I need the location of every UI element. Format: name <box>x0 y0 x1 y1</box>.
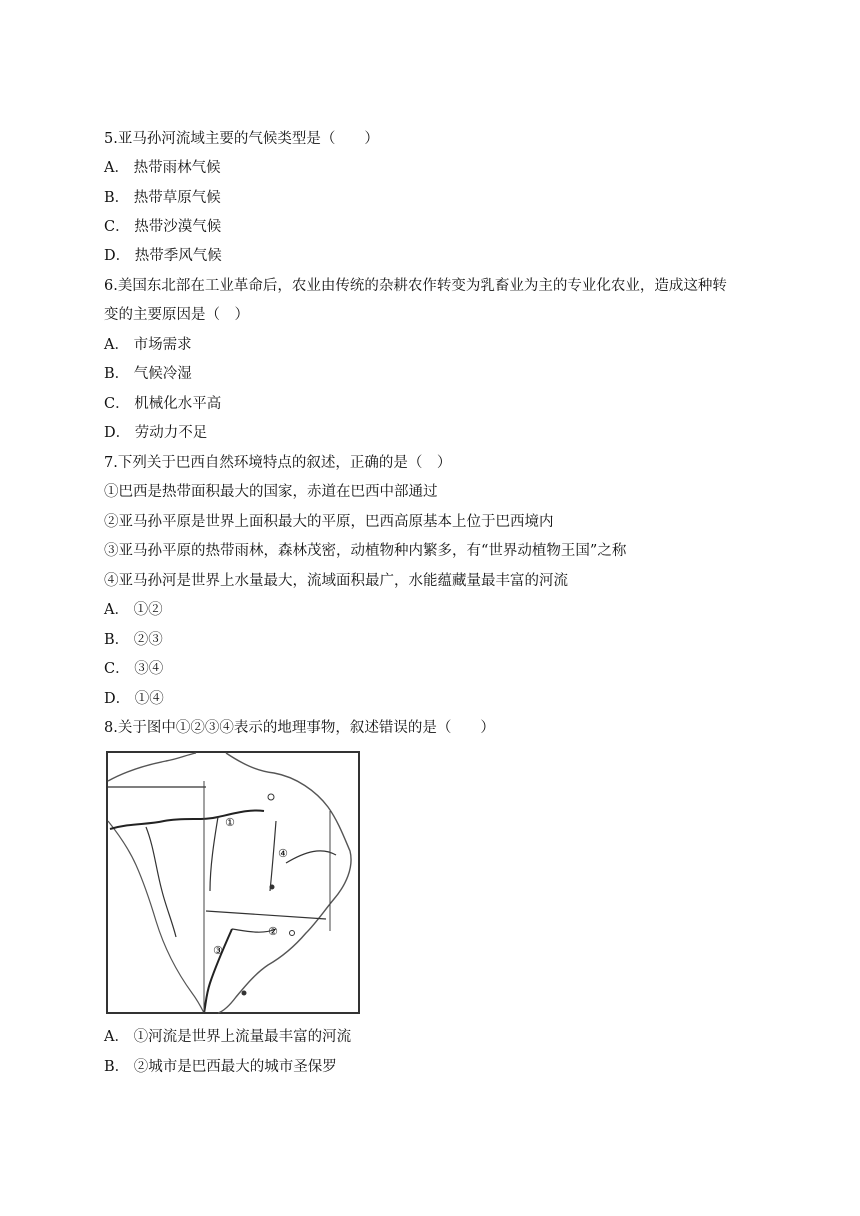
q7-statement-2: ②亚马孙平原是世界上面积最大的平原，巴西高原基本上位于巴西境内 <box>104 514 554 530</box>
q7-stem: 7.下列关于巴西自然环境特点的叙述，正确的是（ ） <box>104 455 452 471</box>
q7-option-b[interactable]: B． ②③ <box>104 632 163 648</box>
q7-option-a[interactable]: A． ①② <box>104 602 163 618</box>
q7-statement-1: ①巴西是热带面积最大的国家，赤道在巴西中部通过 <box>104 484 438 500</box>
q6-option-a[interactable]: A． 市场需求 <box>104 337 192 353</box>
q5-stem: 5.亚马孙河流域主要的气候类型是（ ） <box>104 131 379 147</box>
q6-stem-line1: 6.美国东北部在工业革命后，农业由传统的杂耕农作转变为乳畜业为主的专业化农业，造成这种转 <box>104 278 727 294</box>
q7-statement-4: ④亚马孙河是世界上水量最大，流域面积最广，水能蕴藏量最丰富的河流 <box>104 573 568 589</box>
q8-option-b[interactable]: B． ②城市是巴西最大的城市圣保罗 <box>104 1059 337 1075</box>
q6-option-c[interactable]: C． 机械化水平高 <box>104 396 222 412</box>
q5-option-a[interactable]: A． 热带雨林气候 <box>104 160 221 176</box>
q6-option-b[interactable]: B． 气候冷湿 <box>104 366 192 382</box>
q8-stem: 8.关于图中①②③④表示的地理事物，叙述错误的是（ ） <box>104 720 495 736</box>
q5-option-b[interactable]: B． 热带草原气候 <box>104 190 221 206</box>
map-label-4: ④ <box>278 847 288 860</box>
q7-option-d[interactable]: D． ①④ <box>104 691 164 707</box>
south-america-map <box>106 751 360 1014</box>
map-label-2: ② <box>268 925 278 938</box>
q8-option-a[interactable]: A． ①河流是世界上流量最丰富的河流 <box>104 1029 352 1045</box>
q7-option-c[interactable]: C． ③④ <box>104 661 164 677</box>
q5-option-c[interactable]: C． 热带沙漠气候 <box>104 219 222 235</box>
q6-option-d[interactable]: D． 劳动力不足 <box>104 425 208 441</box>
map-label-1: ① <box>225 816 235 829</box>
q7-statement-3: ③亚马孙平原的热带雨林，森林茂密，动植物种内繁多，有“世界动植物王国”之称 <box>104 543 627 559</box>
map-label-3: ③ <box>213 944 223 957</box>
q6-stem-line2: 变的主要原因是（ ） <box>104 307 249 323</box>
q5-option-d[interactable]: D． 热带季风气候 <box>104 248 222 264</box>
